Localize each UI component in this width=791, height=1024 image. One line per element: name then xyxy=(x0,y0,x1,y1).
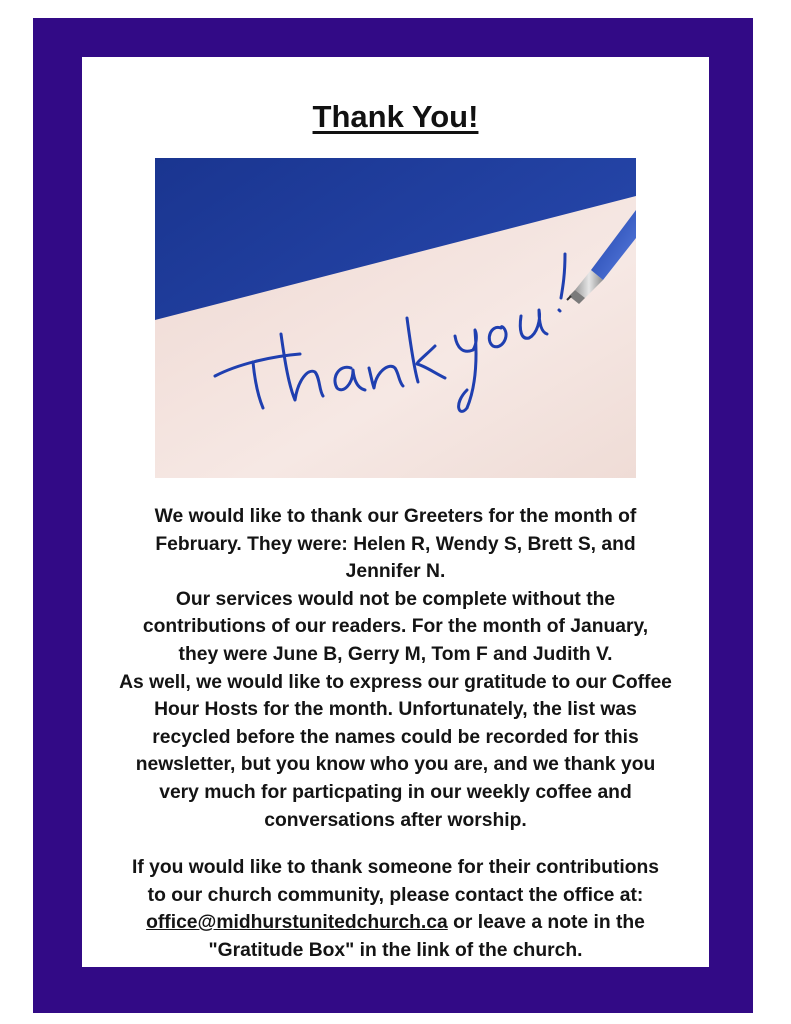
message-line: they were June B, Gerry M, Tom F and Judith V. xyxy=(178,643,613,665)
thank-you-photo xyxy=(155,158,636,478)
message-line: conversations after worship. xyxy=(264,809,527,831)
message-line: contributions of our readers. For the month of January, xyxy=(142,616,649,638)
message-line: very much for particpating in our weekly coffee and xyxy=(159,781,632,803)
message-line: Our services would not be complete without the xyxy=(175,588,616,610)
content-panel xyxy=(82,57,709,967)
closing-line: If you would like to thank someone for their contributions xyxy=(131,857,660,878)
message-line: Hour Hosts for the month. Unfortunately, the list was xyxy=(154,699,637,721)
closing-line xyxy=(92,909,699,937)
closing-line: to our church community, please contact the office at: xyxy=(147,884,644,906)
message-line: newsletter, but you know who you are, and we thank you xyxy=(135,754,656,776)
message-line: recycled before the names could be recorded for this xyxy=(152,726,639,748)
page-title: Thank You! xyxy=(312,99,479,134)
office-email-link[interactable]: office@midhurstunitedchurch.ca xyxy=(146,912,448,934)
message-line: Jennifer N. xyxy=(345,561,446,583)
thank-you-message xyxy=(92,503,699,834)
closing-note xyxy=(92,854,699,964)
message-line: February. They were: Helen R, Wendy S, Brett S, and xyxy=(155,533,636,555)
purple-border-frame xyxy=(33,18,753,1013)
message-line: We would like to thank our Greeters for the month of xyxy=(154,506,637,527)
message-line: As well, we would like to express our gratitude to our Coffee xyxy=(119,671,672,693)
closing-line-tail: or leave a note in the xyxy=(447,912,645,934)
closing-line: "Gratitude Box" in the link of the church. xyxy=(208,939,583,961)
